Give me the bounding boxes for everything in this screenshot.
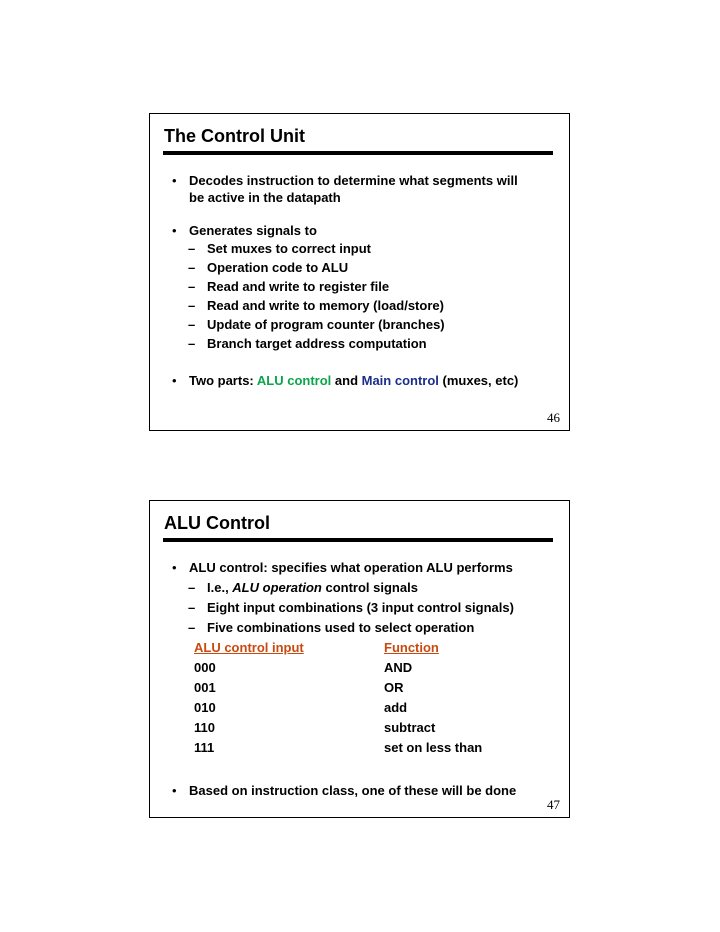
dash-icon: – <box>188 580 196 595</box>
bullet-dot-icon: • <box>172 223 177 238</box>
slide-title: ALU Control <box>164 513 270 533</box>
slide-47: ALU Control • ALU control: specifies what operation ALU performs – I.e., ALU operation control signals – Eight input combinations (3 input control signals) – Five combinations used to select operation ALU control input Function 000 AND 001 OR 010 add 110 subtract 111 set on less than • Based on instruction class, one of these will be done 47 <box>149 500 570 818</box>
bullet-dot-icon: • <box>172 173 177 188</box>
main-control-highlight: Main control <box>361 373 439 388</box>
dash-icon: – <box>188 298 196 313</box>
table-row: 111 set on less than <box>194 740 483 755</box>
dash-icon: – <box>188 260 196 275</box>
alu-control-highlight: ALU control <box>256 373 332 388</box>
table-row: 001 OR <box>194 680 404 695</box>
bullet-text: Decodes instruction to determine what segments will <box>189 173 518 188</box>
bullet-dot-icon: • <box>172 373 177 388</box>
table-header <box>194 639 554 656</box>
slide-title: The Control Unit <box>164 126 305 146</box>
bullet-text: ALU control: specifies what operation ALU performs <box>189 560 513 575</box>
title-rule <box>163 538 553 542</box>
bullet-text: Generates signals to <box>189 223 317 238</box>
table-row: 000 AND <box>194 660 413 675</box>
dash-icon: – <box>188 241 196 256</box>
bullet-text: Based on instruction class, one of these will be done <box>189 783 517 798</box>
header-alu-control-input: ALU control input <box>194 640 304 655</box>
bullet-text: be active in the datapath <box>189 190 341 205</box>
dash-icon: – <box>188 336 196 351</box>
bullet-dot-icon: • <box>172 783 177 798</box>
page-number: 47 <box>547 797 560 812</box>
table-row: 010 add <box>194 700 408 715</box>
table-row: 110 subtract <box>194 720 436 735</box>
slide-46: The Control Unit • Decodes instruction to determine what segments will be active in the datapath • Generates signals to – Set muxes to correct input – Operation code to ALU – Read and write to register file – Read and write to memory (load/store) – Update of program counter (branches) – Branch target address computation • Two parts: ALU control and Main control (muxes, etc) 46 <box>149 113 570 431</box>
alu-operation-emphasis: ALU operation <box>232 580 322 595</box>
dash-icon: – <box>188 600 196 615</box>
dash-icon: – <box>188 279 196 294</box>
dash-icon: – <box>188 620 196 635</box>
page-number: 46 <box>547 410 560 425</box>
header-function: Function <box>384 640 439 655</box>
bullet-dot-icon: • <box>172 560 177 575</box>
dash-icon: – <box>188 317 196 332</box>
title-rule <box>163 151 553 155</box>
